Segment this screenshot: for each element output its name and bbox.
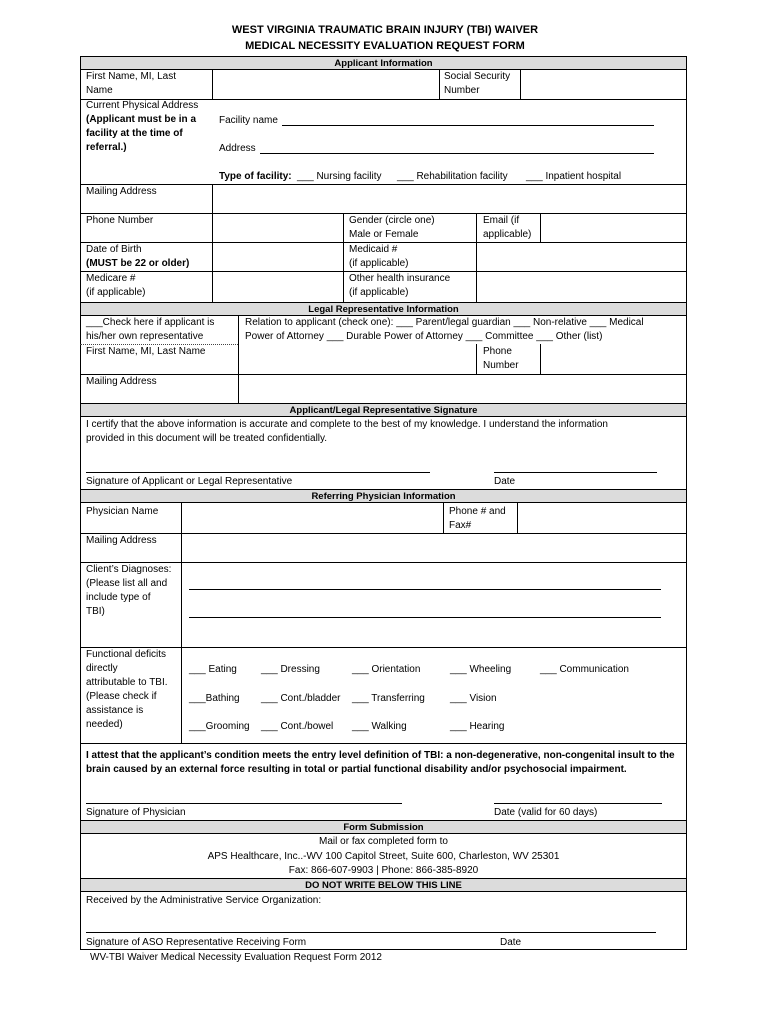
deficits-label-5: assistance is bbox=[86, 705, 144, 716]
office-use-header: DO NOT WRITE BELOW THIS LINE bbox=[80, 878, 687, 892]
other-insurance-label-cont: (if applicable) bbox=[349, 287, 409, 298]
physician-date-label: Date (valid for 60 days) bbox=[494, 807, 598, 818]
deficits-label-4: (Please check if bbox=[86, 691, 157, 702]
submission-contact: Fax: 866-607-9903 | Phone: 866-385-8920 bbox=[288, 865, 479, 876]
signature-header: Applicant/Legal Representative Signature bbox=[80, 403, 687, 417]
diagnoses-label-4: TBI) bbox=[86, 606, 105, 617]
applicant-name-field[interactable] bbox=[214, 72, 436, 97]
dob-label: Date of Birth bbox=[86, 244, 142, 255]
physician-name-label: Physician Name bbox=[86, 506, 159, 517]
deficit-hearing[interactable]: ___ Hearing bbox=[450, 721, 505, 732]
deficit-transferring[interactable]: ___ Transferring bbox=[352, 693, 425, 704]
deficit-cont-bladder[interactable]: ___ Cont./bladder bbox=[261, 693, 341, 704]
physician-mailing-label: Mailing Address bbox=[86, 535, 157, 546]
physical-address-note-2: facility at the time of bbox=[86, 128, 183, 139]
relation-options[interactable]: Relation to applicant (check one): ___ Parent/legal guardian ___ Non-relative ___ Medical bbox=[245, 317, 644, 328]
applicant-signature-label: Signature of Applicant or Legal Representative bbox=[86, 476, 293, 487]
self-representative-check[interactable]: ___Check here if applicant is bbox=[86, 317, 215, 328]
submission-instructions: Mail or fax completed form to bbox=[319, 836, 448, 847]
deficits-label-2: directly bbox=[86, 663, 118, 674]
received-by-label: Received by the Administrative Service Organization: bbox=[86, 895, 322, 906]
applicant-date-label: Date bbox=[494, 476, 516, 487]
form-title: WEST VIRGINIA TRAUMATIC BRAIN INJURY (TBI) WAIVER bbox=[231, 24, 539, 36]
physician-header: Referring Physician Information bbox=[80, 489, 687, 503]
legal-rep-header: Legal Representative Information bbox=[80, 302, 687, 316]
other-insurance-label: Other health insurance bbox=[349, 273, 451, 284]
applicant-date-line[interactable] bbox=[494, 472, 657, 473]
physician-phone-label: Phone # and bbox=[449, 506, 506, 517]
physical-address-label: Current Physical Address bbox=[86, 100, 199, 111]
relation-options-cont[interactable]: Power of Attorney ___ Durable Power of Attorney ___ Committee ___ Other (list) bbox=[245, 331, 603, 342]
deficit-grooming[interactable]: ___Grooming bbox=[189, 721, 250, 732]
facility-name-label: Facility name bbox=[219, 115, 278, 126]
physician-name-field[interactable] bbox=[183, 505, 441, 531]
deficits-label-6: needed) bbox=[86, 719, 123, 730]
rep-phone-label-cont: Number bbox=[483, 360, 519, 371]
applicant-signature-line[interactable] bbox=[86, 472, 430, 473]
first-name-label-cont: Name bbox=[86, 85, 113, 96]
gender-options[interactable]: Male or Female bbox=[349, 229, 419, 240]
inpatient-hospital-option[interactable]: ___ Inpatient hospital bbox=[526, 171, 622, 182]
submission-address: APS Healthcare, Inc..-WV 100 Capitol Street, Suite 600, Charleston, WV 25301 bbox=[207, 851, 560, 862]
physician-date-line[interactable] bbox=[494, 803, 662, 804]
aso-date-label: Date bbox=[500, 937, 522, 948]
diagnoses-line-1[interactable] bbox=[189, 589, 661, 590]
facility-type-label: Type of facility: bbox=[219, 171, 292, 182]
nursing-facility-option[interactable]: ___ Nursing facility bbox=[297, 171, 382, 182]
deficit-eating[interactable]: ___ Eating bbox=[189, 664, 237, 675]
dob-note: (MUST be 22 or older) bbox=[86, 258, 190, 269]
facility-address-line[interactable] bbox=[260, 153, 654, 154]
mailing-address-label: Mailing Address bbox=[86, 186, 157, 197]
deficit-communication[interactable]: ___ Communication bbox=[540, 664, 629, 675]
deficit-vision[interactable]: ___ Vision bbox=[450, 693, 497, 704]
medicaid-label: Medicaid # bbox=[349, 244, 398, 255]
ssn-label: Social Security bbox=[444, 71, 511, 82]
diagnoses-line-2[interactable] bbox=[189, 617, 661, 618]
diagnoses-label: Client’s Diagnoses: bbox=[86, 564, 172, 575]
applicant-header: Applicant Information bbox=[80, 56, 687, 70]
deficits-label: Functional deficits bbox=[86, 649, 167, 660]
medicare-label-cont: (if applicable) bbox=[86, 287, 146, 298]
diagnoses-label-2: (Please list all and bbox=[86, 578, 168, 589]
email-label-cont: applicable) bbox=[483, 229, 532, 240]
physician-signature-line[interactable] bbox=[86, 803, 402, 804]
aso-signature-line[interactable] bbox=[86, 932, 656, 933]
attestation-text: I attest that the applicant’s condition meets the entry level definition of TBI: a non-degenerative, non-congenital insult to the bbox=[86, 750, 675, 761]
phone-label: Phone Number bbox=[86, 215, 154, 226]
aso-signature-label: Signature of ASO Representative Receiving Form bbox=[86, 937, 307, 948]
medicare-label: Medicare # bbox=[86, 273, 136, 284]
attestation-text-cont: brain caused by an external force resulting in total or partial functional disability and/or psychosocial impairment. bbox=[86, 764, 627, 775]
deficit-wheeling[interactable]: ___ Wheeling bbox=[450, 664, 512, 675]
gender-label: Gender (circle one) bbox=[349, 215, 435, 226]
email-label: Email (if bbox=[483, 215, 520, 226]
medicaid-label-cont: (if applicable) bbox=[349, 258, 409, 269]
deficit-walking[interactable]: ___ Walking bbox=[352, 721, 407, 732]
facility-name-line[interactable] bbox=[282, 125, 654, 126]
submission-header: Form Submission bbox=[80, 820, 687, 834]
self-representative-label-cont: his/her own representative bbox=[86, 331, 204, 342]
ssn-field[interactable] bbox=[523, 72, 684, 97]
certify-text-cont: provided in this document will be treated confidentially. bbox=[86, 433, 328, 444]
mailing-address-field[interactable] bbox=[214, 186, 684, 211]
rep-mailing-label: Mailing Address bbox=[86, 376, 157, 387]
facility-address-label: Address bbox=[219, 143, 256, 154]
form-subtitle: MEDICAL NECESSITY EVALUATION REQUEST FORM bbox=[245, 40, 525, 52]
deficits-label-3: attributable to TBI. bbox=[86, 677, 168, 688]
physician-signature-label: Signature of Physician bbox=[86, 807, 186, 818]
deficit-bathing[interactable]: ___Bathing bbox=[189, 693, 240, 704]
certify-text: I certify that the above information is accurate and complete to the best of my knowledge. I understand the information bbox=[86, 419, 608, 430]
rep-phone-label: Phone bbox=[483, 346, 512, 357]
rep-name-label: First Name, MI, Last Name bbox=[86, 346, 206, 357]
first-name-label: First Name, MI, Last bbox=[86, 71, 177, 82]
form-footer: WV-TBI Waiver Medical Necessity Evaluation Request Form 2012 bbox=[90, 952, 382, 963]
deficit-dressing[interactable]: ___ Dressing bbox=[261, 664, 320, 675]
physical-address-note: (Applicant must be in a bbox=[86, 114, 197, 125]
physician-fax-label: Fax# bbox=[449, 520, 472, 531]
physical-address-note-3: referral.) bbox=[86, 142, 127, 153]
deficit-orientation[interactable]: ___ Orientation bbox=[352, 664, 421, 675]
diagnoses-label-3: include type of bbox=[86, 592, 151, 603]
ssn-label-cont: Number bbox=[444, 85, 480, 96]
rehab-facility-option[interactable]: ___ Rehabilitation facility bbox=[397, 171, 508, 182]
deficit-cont-bowel[interactable]: ___ Cont./bowel bbox=[261, 721, 334, 732]
